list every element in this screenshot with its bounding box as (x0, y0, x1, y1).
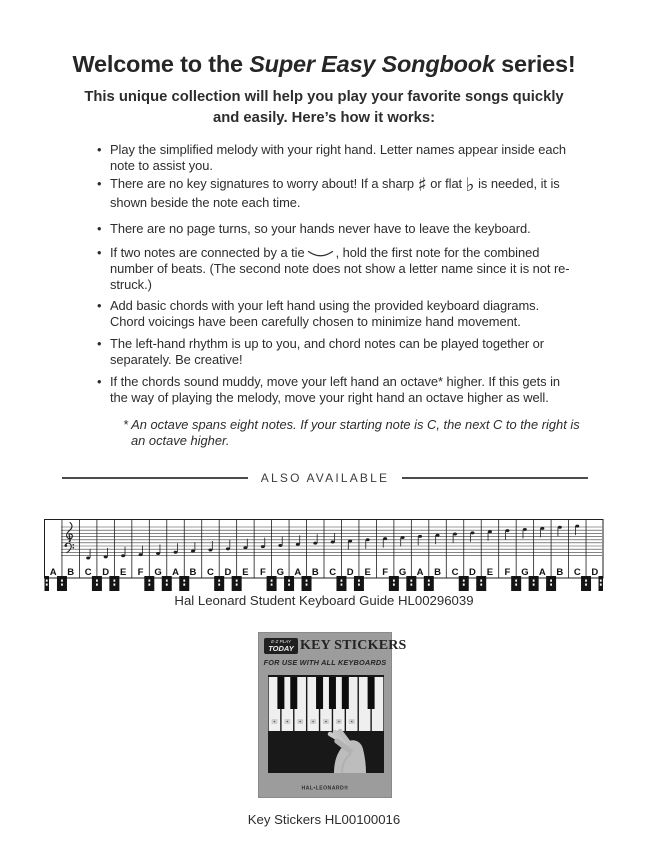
bullet-tie-pre: If two notes are connected by a tie (110, 245, 305, 260)
note-head (156, 552, 160, 555)
note-head (383, 537, 387, 540)
tab-dot (358, 580, 360, 582)
key-sticker-mark (338, 721, 340, 723)
tab-dot (533, 580, 535, 582)
cover-subtitle: FOR USE WITH ALL KEYBOARDS (263, 658, 387, 667)
key-letter: C (573, 567, 581, 578)
key-letter: C (207, 567, 214, 578)
note-head (401, 536, 405, 539)
key-letter: G (154, 567, 162, 578)
note-head (86, 557, 90, 560)
key-sticker-mark (287, 721, 289, 723)
key-letter: D (102, 567, 110, 578)
key-sticker-mark (351, 721, 353, 723)
bullet-key-signatures-pre: There are no key signatures to worry about! If a sharp (110, 176, 418, 191)
divider-line-left (62, 477, 248, 478)
key-letter: G (521, 567, 529, 578)
photo-black-key (342, 677, 349, 709)
key-letter: E (364, 567, 371, 578)
ez-play-logo-top: E-Z PLAY (271, 639, 291, 645)
key-letter: B (434, 567, 441, 578)
tab-dot (585, 584, 587, 586)
tab-dot (271, 584, 273, 586)
note-head (366, 538, 370, 541)
bullet-octave: • If the chords sound muddy, move your left hand an octave* higher. If this gets in the way of playing the melody, move your right hand an octave higher as well. (96, 374, 572, 406)
key-letter: F (382, 567, 389, 578)
hal-leonard-logo: HAL•LEONARD® (301, 785, 349, 792)
note-head (505, 529, 509, 532)
note-head (278, 544, 282, 547)
note-head (540, 527, 544, 530)
note-head (470, 531, 474, 534)
bullet-tie-post: , hold the first note for the combined number of beats. (The second note does not show a letter name since it is not re-struck.) (110, 245, 570, 292)
key-sticker-mark (325, 721, 327, 723)
note-head (453, 533, 457, 536)
page-subtitle: This unique collection will help you play your favorite songs quickly and easily. Here’s how it works: (84, 89, 564, 126)
bullet-key-signatures (96, 176, 572, 211)
tab-dot (183, 584, 185, 586)
key-letter: B (311, 567, 319, 578)
tab-dot (288, 580, 290, 582)
note-head (348, 539, 352, 542)
tab-dot (515, 580, 517, 582)
key-letter: G (398, 567, 407, 578)
key-letter: B (556, 567, 564, 578)
tab-dot (166, 580, 168, 582)
photo-black-key (277, 677, 284, 709)
tab-dot (341, 580, 343, 582)
note-head (261, 545, 265, 548)
tab-dot (393, 580, 395, 582)
tie-icon (307, 250, 334, 259)
bullet-tie (96, 245, 572, 292)
octave-footnote: * An octave spans eight notes. If your starting note is C, the next C to the right is an octave higher. (123, 417, 580, 448)
tab-dot (113, 584, 115, 586)
tab-dot (600, 580, 602, 582)
note-head (296, 543, 300, 546)
tab-dot (61, 580, 63, 582)
key-letter: D (346, 567, 354, 578)
tab-dot (96, 584, 98, 586)
tab-dot (96, 580, 98, 582)
tab-dot (463, 584, 465, 586)
divider-line-right (402, 477, 588, 478)
photo-black-key (290, 677, 297, 709)
note-head (488, 530, 492, 533)
key-letter: A (416, 567, 424, 578)
key-letter: A (172, 567, 179, 578)
sharp-icon: ♯ (417, 174, 427, 196)
key-letter: A (294, 567, 302, 578)
bullet-melody: • Play the simplified melody with your right hand. Letter names appear inside each note to assist you. (96, 142, 572, 174)
tab-dot (341, 584, 343, 586)
key-letter: D (591, 567, 599, 578)
bullet-key-signatures-post: is needed, it is shown beside the note each time. (110, 176, 560, 210)
key-letter: F (259, 567, 266, 578)
tab-dot (480, 584, 482, 586)
key-sticker-mark (312, 721, 314, 723)
tab-dot (515, 584, 517, 586)
note-head (243, 546, 247, 549)
note-head (575, 525, 579, 528)
key-letter: E (242, 567, 249, 578)
tab-dot (463, 580, 465, 582)
bullet-key-signatures-mid: or flat (426, 176, 466, 191)
also-available-divider (62, 471, 588, 485)
tab-dot (533, 584, 535, 586)
key-letter: F (504, 567, 511, 578)
tab-dot (480, 580, 482, 582)
photo-black-key (316, 677, 323, 709)
tab-dot (585, 580, 587, 582)
cover-title: KEY STICKERS (300, 638, 407, 653)
key-letter: B (189, 567, 197, 578)
bullet-rhythm: • The left-hand rhythm is up to you, and chord notes can be played together or separately. Be creative! (96, 336, 572, 368)
key-letter: G (276, 567, 285, 578)
key-sticker-mark (299, 721, 301, 723)
tab-dot (428, 584, 430, 586)
note-head (331, 541, 335, 544)
title-emphasis: Super Easy Songbook (249, 51, 495, 77)
key-letter: D (469, 567, 476, 578)
tab-dot (306, 584, 308, 586)
tab-dot (218, 580, 220, 582)
note-head (226, 547, 230, 550)
tab-dot (46, 580, 48, 582)
tab-dot (46, 584, 48, 586)
key-letter: E (119, 567, 127, 578)
photo-keyboard (269, 677, 384, 731)
photo-black-key (368, 677, 375, 709)
tab-dot (236, 584, 238, 586)
bullet-page-turns: • There are no page turns, so your hands never have to leave the keyboard. (96, 221, 572, 237)
tab-dot (288, 584, 290, 586)
tab-dot (410, 580, 412, 582)
tab-dot (166, 584, 168, 586)
bullet-chords: • Add basic chords with your left hand using the provided keyboard diagrams. Chord voicings have been carefully chosen to minimize hand movement. (96, 298, 572, 330)
note-head (191, 550, 195, 553)
tab-dot (61, 584, 63, 586)
key-stickers-book-cover (258, 632, 407, 798)
key-letter: F (137, 567, 144, 578)
note-head (313, 542, 317, 545)
tab-dot (550, 580, 552, 582)
key-letter: C (451, 567, 459, 578)
keyboard-guide-image (44, 519, 604, 592)
tab-dot (236, 580, 238, 582)
note-head (558, 526, 562, 529)
tab-dot (218, 584, 220, 586)
tab-dot (358, 584, 360, 586)
keyboard-guide-svg (44, 519, 604, 592)
key-sticker-mark (274, 721, 276, 723)
keyboard-guide-caption: Hal Leonard Student Keyboard Guide HL00296039 (174, 593, 474, 608)
note-head (121, 554, 125, 557)
tab-dot (393, 584, 395, 586)
tab-dot (148, 580, 150, 582)
key-letter: A (538, 567, 546, 578)
note-head (523, 528, 527, 531)
key-letter: C (84, 567, 92, 578)
key-letter: A (49, 567, 57, 578)
note-head (208, 549, 212, 552)
tab-dot (306, 580, 308, 582)
photo-black-key (329, 677, 336, 709)
key-stickers-photo (268, 675, 384, 773)
title-suffix: series! (494, 51, 576, 77)
tab-dot (410, 584, 412, 586)
note-head (104, 555, 108, 558)
key-letter: D (224, 567, 232, 578)
tab-dot (271, 580, 273, 582)
ez-play-today-logo (264, 638, 298, 654)
tab-dot (600, 584, 602, 586)
tab-dot (183, 580, 185, 582)
note-head (139, 553, 143, 556)
also-available-label: ALSO AVAILABLE (260, 471, 390, 485)
ez-play-logo-bottom: TODAY (268, 644, 294, 653)
flat-icon: ♭ (465, 174, 475, 196)
key-letter: E (486, 567, 494, 578)
tab-dot (428, 580, 430, 582)
note-head (174, 551, 178, 554)
tab-dot (113, 580, 115, 582)
title-prefix: Welcome to the (72, 51, 250, 77)
note-head (418, 535, 422, 538)
page-title (0, 51, 648, 78)
key-stickers-caption: Key Stickers HL00100016 (247, 812, 401, 827)
key-letter: B (67, 567, 75, 578)
tab-dot (148, 584, 150, 586)
key-letter: C (329, 567, 337, 578)
note-head (436, 534, 440, 537)
tab-dot (550, 584, 552, 586)
